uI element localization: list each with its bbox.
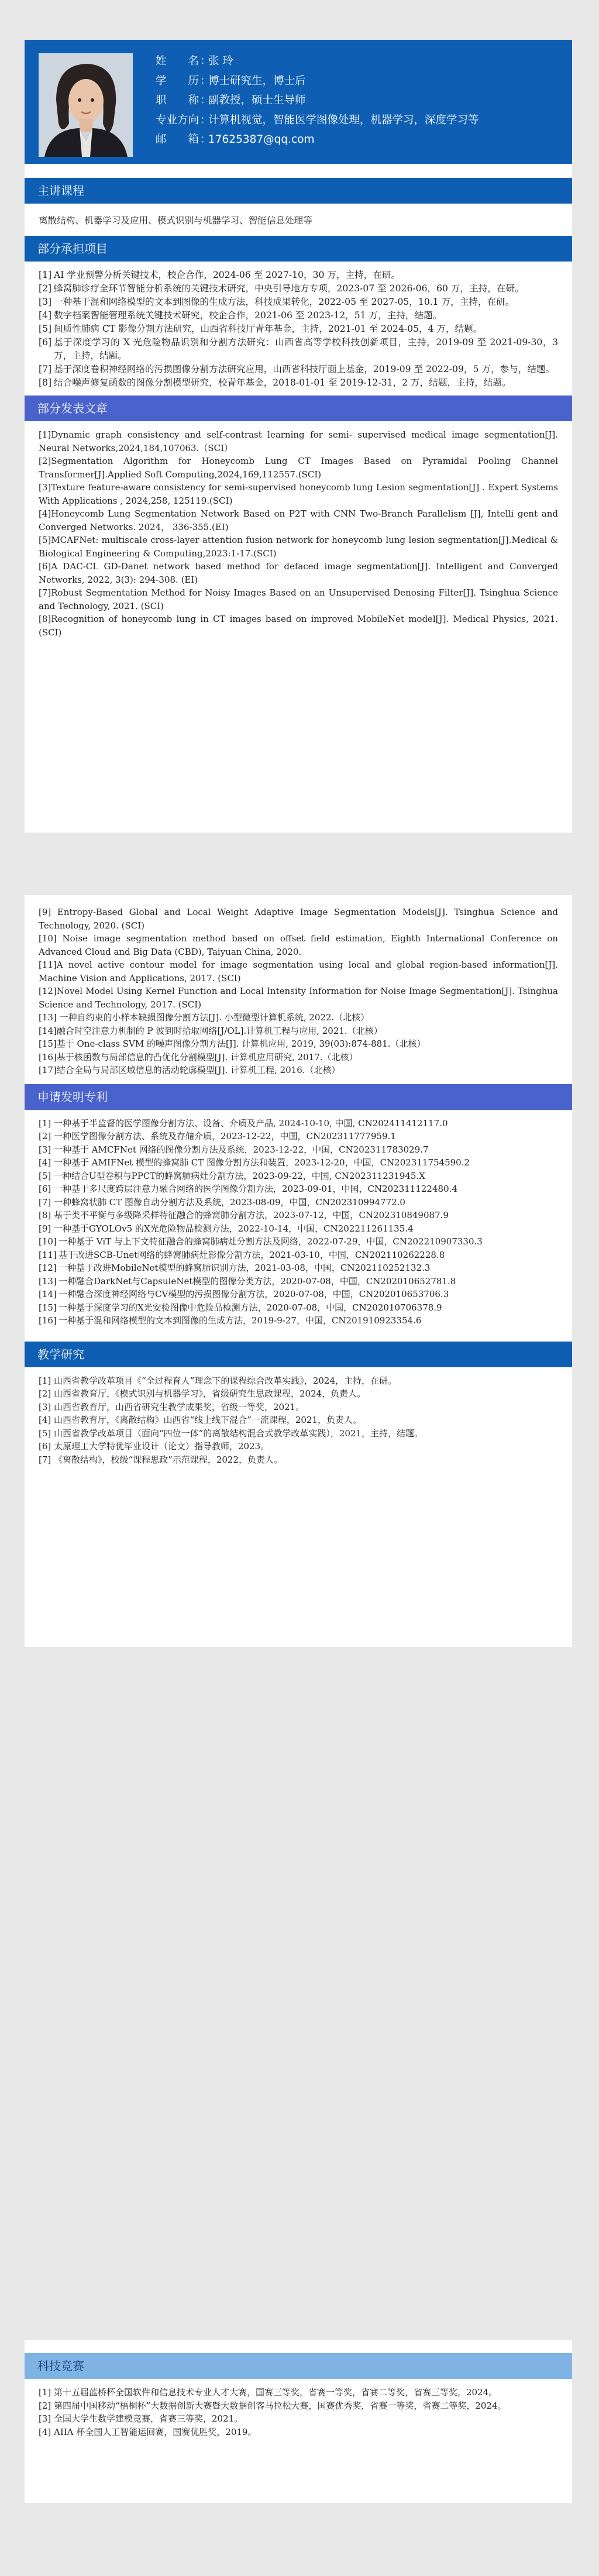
profile-key: 姓 名 [156, 55, 199, 67]
list-item: [5] 山西省教学改革项目（面向“四位一体”的离散结构混合式教学改革实践），2021，主持，结题。 [39, 1428, 424, 1439]
paper-item: [5]MCAFNet: multiscale cross-layer attention fusion network for honeycomb lung lesion segmentation[J].Medical & Biological Engineering & Computing,2023:1-17.(SCI) [39, 535, 558, 559]
profile-info [156, 51, 479, 150]
paper-item: [1]Dynamic graph consistency and self-contrast learning for semi- supervised medical image segmentation[J]. Neural Networks,2024,184,107063.（SCI） [39, 429, 558, 453]
list-item: [16] 一种基于混和网络模型的文本到图像的生成方法，2019-9-27，中国，CN201910923354.6 [39, 1315, 422, 1326]
list-item: [6] 基于深度学习的 X 光危险物品识别和分割方法研究：山西省高等学校科技创新项目，主持，2019-09 至 2021-09-30，3 万，主持，结题。 [39, 337, 558, 361]
contest-list [39, 2386, 558, 2439]
paper-item: [17]结合全局与局部区域信息的活动轮廓模型[J]. 计算机工程, 2016.（北核） [39, 1065, 340, 1075]
profile-value: 副教授，硕士生导师 [208, 94, 306, 106]
paper-item: [6]A DAC-CL GD-Danet network based method for defaced image segmentation[J]. Intelligent and Converged Networks, 2022, 3(3): 294-308. (EI) [39, 561, 558, 585]
patents-list [39, 1117, 558, 1327]
list-item: [3] 全国大学生数学建模竞赛，省赛三等奖，2021。 [39, 2413, 243, 2424]
paper-item: [13] 一种自约束的小样本缺损图像分割方法[J]. 小型微型计算机系统, 2022.（北核） [39, 1012, 370, 1023]
profile-header [25, 40, 572, 164]
list-item: [2] 蜂窝肺诊疗全环节智能分析系统的关键技术研究，中央引导地方专项，2023-07 至 2026-06，60 万，主持，在研。 [39, 283, 524, 294]
paper-item: [8]Recognition of honeycomb lung in CT images based on improved MobileNet model[J]. Medical Physics, 2021. (SCI) [39, 614, 558, 638]
profile-value: 17625387@qq.com [208, 133, 315, 146]
paper-item: [7]Robust Segmentation Method for Noisy Images Based on an Unsupervised Denosing Filter[J]. Tsinghua Science and Technology, 2021. (SCI) [39, 587, 558, 611]
page-2 [25, 895, 572, 1647]
teaching-list [39, 1374, 558, 1467]
paper-item: [11]A novel active contour model for image segmentation using local and global region-based information[J]. Machine Vision and Applications, 2017. (SCI) [39, 959, 558, 983]
list-item: [13] 一种融合DarkNet与CapsuleNet模型的图像分类方法，2020-07-08，中国，CN202010652781.8 [39, 1275, 456, 1287]
list-item: [1] 第十五届蓝桥杯全国软件和信息技术专业人才大赛，国赛三等奖，省赛一等奖，省赛二等奖，省赛三等奖，2024。 [39, 2387, 498, 2398]
list-item: [6] 一种基于多尺度跨层注意力融合网络的医学图像分割方法，2023-09-01，中国，CN202311122480.4 [39, 1184, 457, 1194]
list-item: [1] 一种基于半监督的医学图像分割方法、设备、介质及产品, 2024-10-10, 中国, CN202411412117.0 [39, 1117, 448, 1129]
profile-row-email: 邮 箱 ：17625387@qq.com [156, 130, 479, 150]
list-item: [4] AIIA 杯全国人工智能运回赛，国赛优胜奖，2019。 [39, 2426, 257, 2437]
paper-item: [2]Segmentation Algorithm for Honeycomb Lung CT Images Based on Pyramidal Pooling Channel Transformer[J].Applied Soft Computing,2024,169,112557.(SCI) [39, 456, 558, 480]
list-item: [14] 一种融合深度神经网络与CV模型的污损图像分割方法，2020-07-08，中国，CN202010653706.3 [39, 1289, 449, 1299]
profile-key: 职 称 [156, 94, 199, 106]
list-item: [11] 基于改进SCB-Unet网络的蜂窝肺病灶影像分割方法，2021-03-10，中国，CN202110262228.8 [39, 1249, 445, 1260]
section-title-courses: 主讲课程 [25, 178, 572, 204]
profile-key: 学 历 [156, 74, 199, 87]
list-item: [3] 山西省教育厅，山西省研究生教学成果奖，省级一等奖，2021。 [39, 1401, 305, 1412]
courses-text: 离散结构、机器学习及应用、模式识别与机器学习、智能信息处理等 [39, 215, 312, 226]
list-item: [7] 《离散结构》，校级“课程思政”示范课程，2022，负责人。 [39, 1454, 283, 1465]
profile-row-major: 专业方向 ：计算机视觉，智能医学图像处理，机器学习，深度学习等 [156, 111, 479, 130]
profile-value: 博士研究生，博士后 [208, 74, 306, 87]
profile-row-title: 职 称 ：副教授，硕士生导师 [156, 91, 479, 111]
list-item: [2] 山西省教育厅，《模式识别与机器学习》，省级研究生思政课程，2024，负责人。 [39, 1388, 366, 1399]
section-title-teaching: 教学研究 [25, 1342, 572, 1367]
list-item: [10] 一种基于 ViT 与上下文特征融合的蜂窝肺病灶分割方法及网络，2022-07-29，中国，CN202210907330.3 [39, 1236, 483, 1247]
list-item: [2] 一种医学图像分割方法、系统及存储介质，2023-12-22，中国，CN202311777959.1 [39, 1131, 396, 1141]
list-item: [7] 基于深度卷积神经网络的污损图像分割方法研究应用，山西省科技厅面上基金，2019-09 至 2022-09，5 万，参与，结题。 [39, 364, 555, 374]
papers-list [39, 428, 558, 639]
profile-value: 张 玲 [208, 55, 233, 67]
paper-item: [14]融合时空注意力机制的 P 波到时拾取网络[J/OL].计算机工程与应用, 2021.（北核） [39, 1025, 383, 1036]
profile-photo [39, 53, 133, 157]
paper-item: [16]基于核函数与局部信息的凸优化分割模型[J]. 计算机应用研究, 2017.（北核） [39, 1051, 358, 1062]
list-item: [4] 一种基于 AMIFNet 模型的蜂窝肺 CT 图像分割方法和装置，2023-12-20，中国，CN202311754590.2 [39, 1157, 470, 1168]
paper-item: [3]Texture feature-aware consistency for semi-supervised honeycomb lung Lesion segmentation[J] . Expert Systems With Applications , 2024,258, 125119.(SCI) [39, 482, 558, 506]
profile-row-degree: 学 历 ：博士研究生，博士后 [156, 71, 479, 91]
profile-key: 邮 箱 [156, 133, 199, 146]
paper-item: [10] Noise image segmentation method based on offset field estimation, Eighth International Conference on Advanced Cloud and Big Data (CBD), Taiyuan China, 2020. [39, 933, 558, 957]
list-item: [12] 一种基于改进MobileNet模型的蜂窝肺识别方法，2021-03-08，中国，CN202110252132.3 [39, 1263, 431, 1273]
list-item: [6] 太原理工大学特优毕业设计（论文）指导教师，2023。 [39, 1441, 270, 1452]
section-title-papers: 部分发表文章 [25, 395, 572, 421]
list-item: [4] 山西省教育厅，《离散结构》山西省“线上线下混合”一流课程，2021，负责人。 [39, 1415, 362, 1425]
list-item: [2] 第四届中国移动“梧桐杯”大数据创新大赛暨大数据创客马拉松大赛，国赛优秀奖，省赛一等奖，省赛二等奖，2024。 [39, 2400, 507, 2411]
paper-item: [9] Entropy-Based Global and Local Weight Adaptive Image Segmentation Models[J]. Tsinghua Science and Technology, 2020. (SCI) [39, 907, 558, 931]
list-item: [3] 一种基于 AMCFNet 网络的图像分割方法及系统，2023-12-22，中国，CN202311783029.7 [39, 1144, 429, 1155]
page-1 [25, 40, 572, 833]
list-item: [3] 一种基于混和网络模型的文本到图像的生成方法，科技成果转化，2022-05 至 2027-05，10.1 万，主持，在研。 [39, 297, 515, 307]
profile-value: 计算机视觉，智能医学图像处理，机器学习，深度学习等 [208, 114, 479, 126]
list-item: [15] 一种基于深度学习的X光安检图像中危险品检测方法，2020-07-08，中国，CN202010706378.9 [39, 1302, 442, 1313]
paper-item: [12]Novel Model Using Kernel Function and Local Intensity Information for Noise Image Segmentation[J]. Tsinghua Science and Technology, 2017. (SCI) [39, 986, 558, 1010]
list-item: [5] 间质性肺病 CT 影像分割方法研究，山西省科技厅青年基金，主持，2021-01 至 2024-05，4 万，结题。 [39, 324, 483, 334]
profile-row-name: 姓 名 ：张 玲 [156, 51, 479, 71]
list-item: [8] 结合噪声修复函数的图像分割模型研究，校青年基金，2018-01-01 至 2019-12-31，2 万，结题，主持，结题。 [39, 377, 511, 388]
list-item: [4] 数字档案智能管理系统关键技术研究，校企合作，2021-06 至 2023-12，51 万，主持，结题。 [39, 310, 442, 321]
profile-key: 专业方向 [156, 114, 199, 126]
paper-item: [15]基于 One-class SVM 的噪声图像分割方法[J]. 计算机应用, 2019, 39(03):874-881.（北核） [39, 1038, 426, 1049]
papers-list-continued [39, 906, 558, 1077]
list-item: [1] 山西省教学改革项目《“全过程育人”理念下的课程综合改革实践》，2024，主持，在研。 [39, 1375, 397, 1386]
section-title-contest: 科技竞赛 [25, 2353, 572, 2379]
list-item: [9] 一种基于GYOLOv5 的X光危险物品检测方法，2022-10-14，中国，CN202211261135.4 [39, 1223, 414, 1234]
projects-list [39, 269, 558, 390]
list-item: [1] AI 学业预警分析关键技术，校企合作，2024-06 至 2027-10，30 万，主持，在研。 [39, 270, 401, 280]
page-3 [25, 2340, 572, 2503]
list-item: [8] 基于类不平衡与多级降采样特征融合的蜂窝肺分割方法，2023-07-12，中国，CN202310849087.9 [39, 1210, 449, 1220]
list-item: [5] 一种结合U型卷积与PPCT的蜂窝肺病灶分割方法，2023-09-22，中国, CN202311231945.X [39, 1170, 425, 1181]
list-item: [7] 一种蜂窝状肺 CT 图像自动分割方法及系统，2023-08-09，中国，CN202310994772.0 [39, 1196, 405, 1208]
section-title-projects: 部分承担项目 [25, 236, 572, 262]
section-title-patents: 申请发明专利 [25, 1084, 572, 1110]
paper-item: [4]Honeycomb Lung Segmentation Network Based on P2T with CNN Two-Branch Parallelism [J], Intelli gent and Converged Networks. 2024， 336-355.(EI) [39, 508, 558, 532]
